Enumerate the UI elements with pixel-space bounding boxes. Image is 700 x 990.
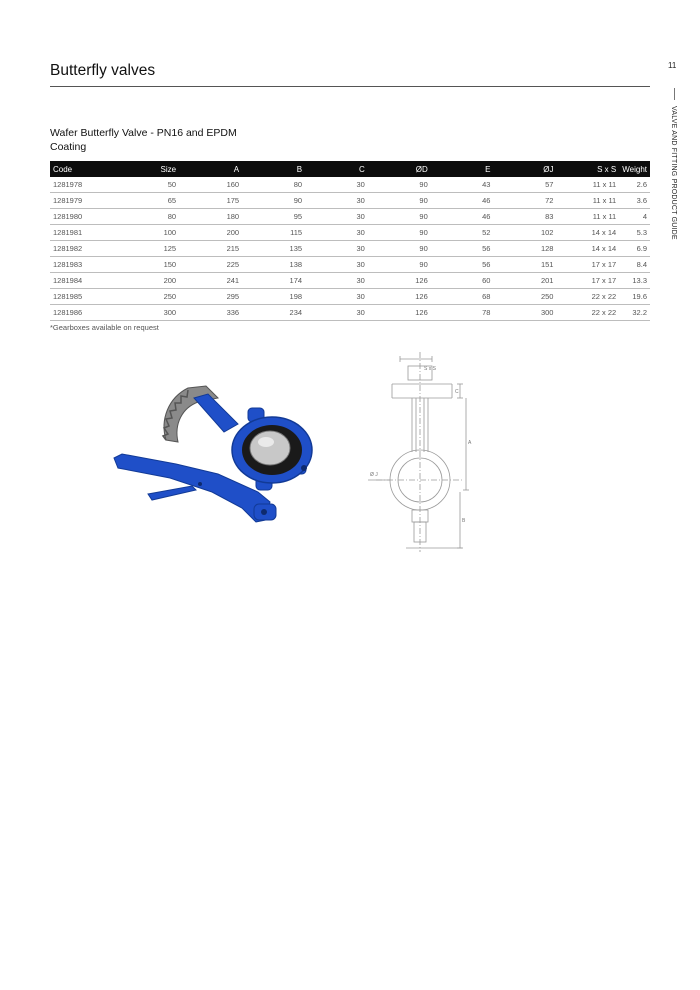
table-cell: 13.3 — [619, 273, 650, 289]
table-cell: 128 — [493, 241, 556, 257]
table-cell: 78 — [431, 305, 494, 321]
table-cell: 300 — [493, 305, 556, 321]
table-cell: 80 — [242, 177, 305, 193]
page-number: 11 — [668, 61, 677, 70]
table-header-row — [50, 161, 650, 177]
table-cell: 5.3 — [619, 225, 650, 241]
table-cell: 1281986 — [50, 305, 123, 321]
table-cell: 90 — [368, 209, 431, 225]
table-cell: 14 x 14 — [556, 225, 619, 241]
table-cell: 30 — [305, 257, 368, 273]
table-row — [50, 289, 650, 305]
side-label: VALVE AND FITTING PRODUCT GUIDE — [670, 106, 677, 240]
column-header: E — [431, 161, 494, 177]
valve-neck — [194, 394, 238, 432]
table-cell: 56 — [431, 257, 494, 273]
table-cell: 174 — [242, 273, 305, 289]
table-cell: 32.2 — [619, 305, 650, 321]
table-cell: 3.6 — [619, 193, 650, 209]
table-cell: 2.6 — [619, 177, 650, 193]
table-cell: 17 x 17 — [556, 257, 619, 273]
column-header: Size — [123, 161, 179, 177]
table-cell: 1281982 — [50, 241, 123, 257]
table-cell: 201 — [493, 273, 556, 289]
table-cell: 300 — [123, 305, 179, 321]
column-header: A — [179, 161, 242, 177]
table-cell: 90 — [368, 177, 431, 193]
table-cell: 1281984 — [50, 273, 123, 289]
table-cell: 30 — [305, 209, 368, 225]
table-cell: 95 — [242, 209, 305, 225]
table-cell: 6.9 — [619, 241, 650, 257]
drawing-label-b: B — [462, 518, 466, 524]
table-cell: 90 — [368, 257, 431, 273]
valve-disc — [250, 431, 290, 465]
table-cell: 8.4 — [619, 257, 650, 273]
table-cell: 4 — [619, 209, 650, 225]
table-cell: 160 — [179, 177, 242, 193]
table-row — [50, 257, 650, 273]
drawing-label-sxs: S x S — [424, 366, 436, 372]
table-cell: 295 — [179, 289, 242, 305]
column-header: Code — [50, 161, 123, 177]
column-header: B — [242, 161, 305, 177]
table-cell: 126 — [368, 273, 431, 289]
table-cell: 65 — [123, 193, 179, 209]
table-cell: 225 — [179, 257, 242, 273]
table-cell: 126 — [368, 305, 431, 321]
column-header: C — [305, 161, 368, 177]
table-cell: 138 — [242, 257, 305, 273]
table-cell: 30 — [305, 193, 368, 209]
table-cell: 30 — [305, 225, 368, 241]
table-cell: 1281983 — [50, 257, 123, 273]
table-cell: 135 — [242, 241, 305, 257]
table-row — [50, 193, 650, 209]
table-cell: 90 — [242, 193, 305, 209]
table-row — [50, 177, 650, 193]
table-row — [50, 225, 650, 241]
table-cell: 43 — [431, 177, 494, 193]
table-cell: 100 — [123, 225, 179, 241]
table-cell: 30 — [305, 177, 368, 193]
drawing-label-c: C — [455, 389, 459, 395]
section-title: Wafer Butterfly Valve - PN16 and EPDM Coating — [50, 127, 237, 153]
valve-photo — [108, 372, 318, 532]
side-separator — [674, 88, 675, 100]
table-row — [50, 209, 650, 225]
table-cell: 11 x 11 — [556, 193, 619, 209]
table-row — [50, 241, 650, 257]
table-cell: 52 — [431, 225, 494, 241]
table-cell: 30 — [305, 305, 368, 321]
table-cell: 1281980 — [50, 209, 123, 225]
footnote: *Gearboxes available on request — [50, 323, 159, 332]
table-cell: 1281981 — [50, 225, 123, 241]
table-cell: 30 — [305, 289, 368, 305]
table-cell: 11 x 11 — [556, 209, 619, 225]
spec-table — [50, 161, 650, 321]
table-cell: 241 — [179, 273, 242, 289]
table-cell: 198 — [242, 289, 305, 305]
table-cell: 14 x 14 — [556, 241, 619, 257]
table-cell: 72 — [493, 193, 556, 209]
table-cell: 30 — [305, 273, 368, 289]
table-cell: 200 — [123, 273, 179, 289]
table-cell: 151 — [493, 257, 556, 273]
page-title: Butterfly valves — [50, 62, 156, 79]
table-cell: 80 — [123, 209, 179, 225]
table-cell: 11 x 11 — [556, 177, 619, 193]
table-cell: 46 — [431, 193, 494, 209]
table-cell: 200 — [179, 225, 242, 241]
table-cell: 68 — [431, 289, 494, 305]
table-cell: 234 — [242, 305, 305, 321]
table-cell: 126 — [368, 289, 431, 305]
column-header: Weight — [619, 161, 650, 177]
table-body — [50, 177, 650, 321]
table-cell: 336 — [179, 305, 242, 321]
table-cell: 1281985 — [50, 289, 123, 305]
title-divider — [50, 86, 650, 87]
table-cell: 180 — [179, 209, 242, 225]
column-header: ØJ — [493, 161, 556, 177]
table-cell: 60 — [431, 273, 494, 289]
table-cell: 250 — [123, 289, 179, 305]
table-cell: 83 — [493, 209, 556, 225]
drawing-label-a: A — [468, 440, 472, 446]
table-cell: 215 — [179, 241, 242, 257]
table-cell: 102 — [493, 225, 556, 241]
table-cell: 57 — [493, 177, 556, 193]
technical-drawing — [362, 352, 482, 557]
column-header: ØD — [368, 161, 431, 177]
column-header: S x S — [556, 161, 619, 177]
table-cell: 250 — [493, 289, 556, 305]
table-cell: 22 x 22 — [556, 289, 619, 305]
table-cell: 90 — [368, 241, 431, 257]
drawing-label-j: Ø J — [370, 472, 378, 478]
table-cell: 22 x 22 — [556, 305, 619, 321]
table-cell: 56 — [431, 241, 494, 257]
table-cell: 1281978 — [50, 177, 123, 193]
table-cell: 175 — [179, 193, 242, 209]
table-cell: 19.6 — [619, 289, 650, 305]
table-row — [50, 273, 650, 289]
table-row — [50, 305, 650, 321]
table-cell: 125 — [123, 241, 179, 257]
table-cell: 90 — [368, 225, 431, 241]
table-cell: 115 — [242, 225, 305, 241]
table-cell: 1281979 — [50, 193, 123, 209]
table-cell: 90 — [368, 193, 431, 209]
table-cell: 150 — [123, 257, 179, 273]
table-cell: 46 — [431, 209, 494, 225]
table-cell: 50 — [123, 177, 179, 193]
table-cell: 30 — [305, 241, 368, 257]
table-cell: 17 x 17 — [556, 273, 619, 289]
